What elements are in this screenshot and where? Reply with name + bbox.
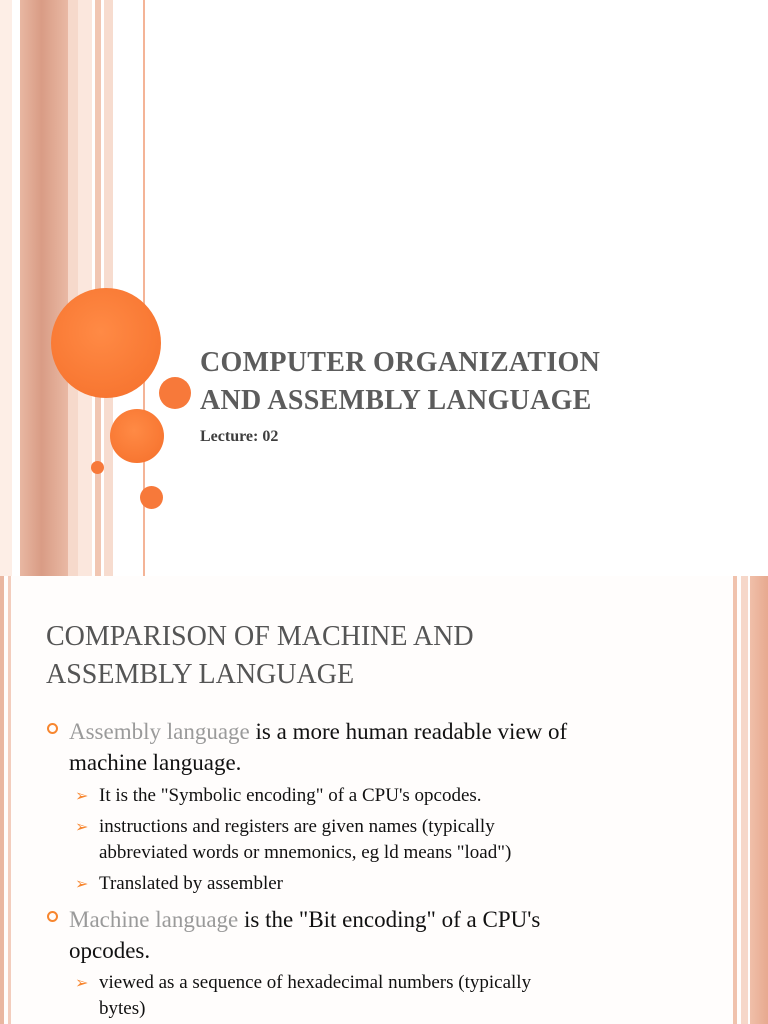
bullet-circle-icon — [47, 911, 58, 922]
slide-title — [200, 344, 740, 420]
decorative-stripe — [8, 576, 11, 1024]
arrow-bullet-icon: ➢ — [75, 786, 89, 805]
sub-bullet-text-continuation: abbreviated words or mnemonics, eg ld means "load") — [99, 842, 512, 863]
bullet-term: Machine language — [69, 907, 239, 932]
arrow-bullet-icon: ➢ — [75, 817, 89, 836]
decorative-stripe — [750, 576, 768, 1024]
sub-bullet-item — [75, 871, 283, 897]
decorative-circle-tiny — [91, 461, 104, 474]
sub-bullet-text: Translated by assembler — [99, 873, 283, 894]
bullet-text-continuation: opcodes. — [69, 938, 151, 963]
sub-bullet-item — [75, 783, 482, 809]
decorative-stripe — [20, 0, 68, 576]
content-slide-title-line: ASSEMBLY LANGUAGE — [46, 659, 355, 690]
bullet-circle-icon — [47, 723, 58, 734]
decorative-stripe — [78, 0, 92, 576]
decorative-circle-large — [51, 288, 161, 398]
decorative-stripe — [0, 0, 12, 576]
decorative-circle-small — [159, 377, 191, 409]
decorative-stripe — [68, 0, 78, 576]
decorative-circle-small — [140, 486, 163, 509]
arrow-bullet-icon: ➢ — [75, 874, 89, 893]
sub-bullet-text: instructions and registers are given names (typically — [99, 816, 495, 837]
bullet-item — [69, 904, 540, 935]
sub-bullet-item — [75, 970, 532, 996]
sub-bullet-item — [75, 814, 495, 840]
decorative-stripe — [733, 576, 737, 1024]
sub-bullet-text-continuation: bytes) — [99, 998, 146, 1019]
decorative-stripe — [0, 576, 4, 1024]
bullet-item — [69, 716, 567, 747]
content-slide-title — [46, 618, 686, 694]
decorative-stripe — [741, 576, 748, 1024]
slide-title-line: AND ASSEMBLY LANGUAGE — [200, 385, 592, 416]
decorative-circle-medium — [110, 409, 164, 463]
sub-bullet-text: viewed as a sequence of hexadecimal numbers (typically — [99, 972, 532, 993]
sub-bullet-text: It is the "Symbolic encoding" of a CPU's opcodes. — [99, 785, 482, 806]
bullet-term: Assembly language — [69, 719, 250, 744]
bullet-text: is a more human readable view of — [249, 719, 568, 744]
arrow-bullet-icon: ➢ — [75, 973, 89, 992]
bullet-text-continuation: machine language. — [69, 750, 242, 775]
slide-title-line: COMPUTER ORGANIZATION — [200, 347, 601, 378]
content-slide-title-line: COMPARISON OF MACHINE AND — [46, 621, 474, 652]
slide-subtitle: Lecture: 02 — [200, 428, 279, 445]
bullet-text: is the "Bit encoding" of a CPU's — [238, 907, 541, 932]
